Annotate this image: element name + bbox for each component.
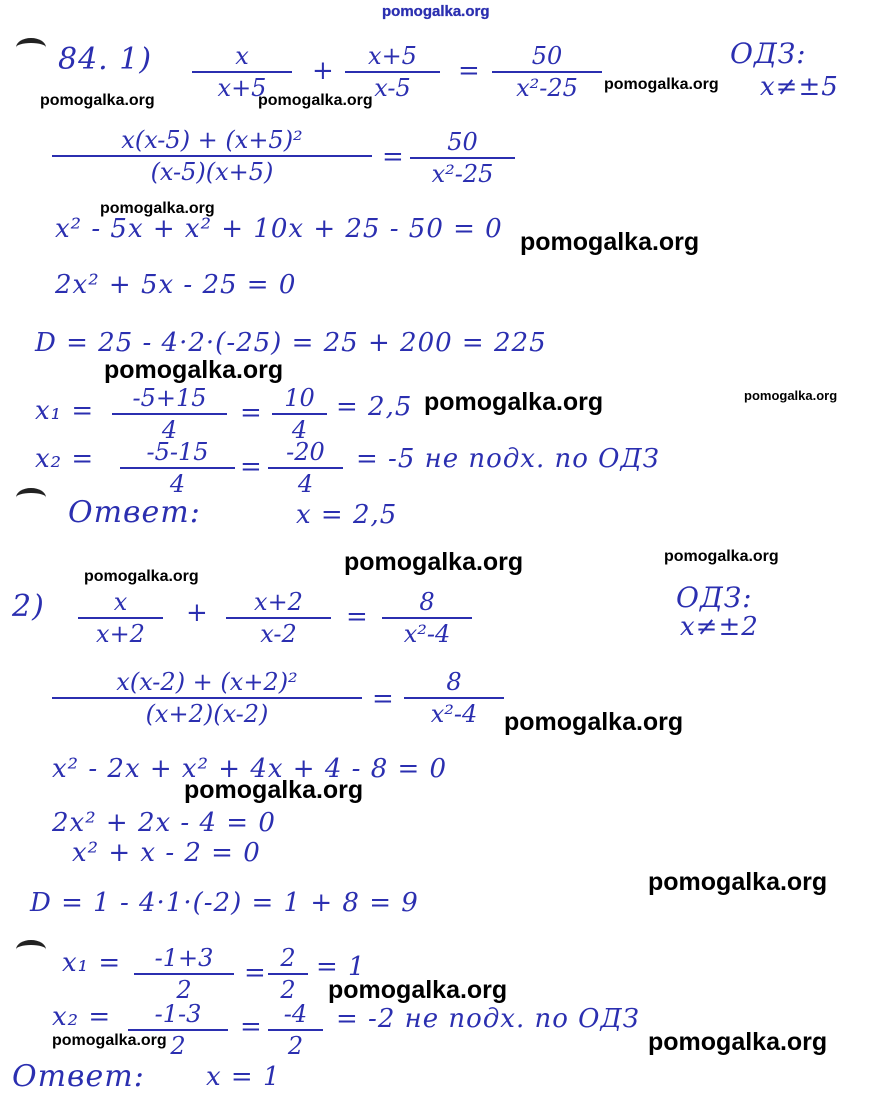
answer-label: Ответ: bbox=[12, 1059, 145, 1094]
odz-value: x≠±2 bbox=[680, 612, 759, 642]
fraction-rhs bbox=[492, 44, 602, 100]
x1-fraction2 bbox=[268, 946, 308, 1002]
fraction-bar bbox=[52, 697, 362, 699]
watermark: pomogalka.org bbox=[648, 868, 828, 896]
step3-equation: 2x² + 5x - 25 = 0 bbox=[55, 270, 297, 300]
x2-fraction2 bbox=[268, 1002, 323, 1058]
x2-fraction bbox=[120, 440, 235, 496]
fraction-numerator: 8 bbox=[419, 588, 435, 616]
fraction-denominator: x²-4 bbox=[430, 700, 478, 728]
fraction-bar bbox=[134, 973, 234, 975]
answer-label: Ответ: bbox=[68, 495, 201, 530]
watermark: pomogalka.org bbox=[424, 388, 604, 416]
equals-sign: = bbox=[372, 684, 395, 714]
fraction-bar bbox=[268, 973, 308, 975]
fraction-numerator: 10 bbox=[284, 384, 315, 412]
fraction-denominator: 4 bbox=[161, 416, 178, 444]
fraction-denominator: (x+2)(x-2) bbox=[145, 700, 269, 728]
fraction-denominator: 4 bbox=[291, 416, 308, 444]
fraction-bar bbox=[120, 467, 235, 469]
odz-value: x≠±5 bbox=[760, 72, 839, 102]
x1-fraction bbox=[112, 386, 227, 442]
fraction-denominator: x-2 bbox=[260, 620, 297, 648]
fraction-bar bbox=[52, 155, 372, 157]
watermark: pomogalka.org bbox=[104, 356, 284, 384]
fraction-numerator: -1-3 bbox=[154, 1000, 202, 1028]
step1-fraction bbox=[52, 670, 362, 726]
discriminant: D = 25 - 4·2·(-25) = 25 + 200 = 225 bbox=[35, 328, 547, 358]
watermark: pomogalka.org bbox=[184, 776, 364, 804]
fraction-bar bbox=[78, 617, 163, 619]
answer-value: x = 1 bbox=[206, 1062, 281, 1092]
x1-label: x₁ = bbox=[35, 396, 95, 426]
watermark: pomogalka.org bbox=[100, 200, 215, 217]
fraction-denominator: 2 bbox=[176, 976, 192, 1004]
fraction-numerator: -4 bbox=[283, 1000, 308, 1028]
answer-value: x = 2,5 bbox=[296, 500, 398, 530]
watermark: pomogalka.org bbox=[40, 92, 155, 109]
fraction-denominator: x+2 bbox=[96, 620, 145, 648]
x2-result: = -2 не подх. по ОДЗ bbox=[336, 1004, 640, 1034]
watermark: pomogalka.org bbox=[664, 548, 779, 565]
x2-label: x₂ = bbox=[52, 1002, 112, 1032]
x1-fraction bbox=[134, 946, 234, 1002]
fraction-numerator: -1+3 bbox=[154, 944, 214, 972]
watermark-top: pomogalka.org bbox=[382, 3, 490, 20]
step1-rhs-fraction bbox=[410, 130, 515, 186]
binder-hole bbox=[16, 488, 46, 507]
fraction-numerator: -5+15 bbox=[132, 384, 207, 412]
fraction-numerator: x+2 bbox=[254, 588, 303, 616]
problem-number: 2) bbox=[12, 589, 45, 624]
x1-result: = 1 bbox=[316, 952, 366, 982]
fraction-bar bbox=[410, 157, 515, 159]
fraction-lhs1 bbox=[78, 590, 163, 646]
x2-fraction2 bbox=[268, 440, 343, 496]
equals-sign: = bbox=[240, 452, 263, 482]
equals-sign: = bbox=[458, 56, 481, 86]
watermark: pomogalka.org bbox=[328, 976, 508, 1004]
watermark: pomogalka.org bbox=[344, 548, 524, 576]
equals-sign: = bbox=[240, 1012, 263, 1042]
fraction-numerator: x bbox=[113, 588, 128, 616]
fraction-denominator: 2 bbox=[170, 1032, 186, 1060]
fraction-numerator: 8 bbox=[446, 668, 462, 696]
fraction-denominator: 4 bbox=[169, 470, 186, 498]
watermark: pomogalka.org bbox=[604, 76, 719, 93]
fraction-denominator: 2 bbox=[287, 1032, 304, 1060]
fraction-bar bbox=[404, 697, 504, 699]
step3-equation: 2x² + 2x - 4 = 0 bbox=[52, 808, 276, 838]
binder-hole bbox=[16, 38, 46, 57]
fraction-bar bbox=[345, 71, 440, 73]
plus-sign: + bbox=[312, 56, 335, 86]
fraction-numerator: x(x-5) + (x+5)² bbox=[121, 126, 303, 154]
fraction-denominator: x-5 bbox=[374, 74, 411, 102]
fraction-bar bbox=[268, 467, 343, 469]
fraction-numerator: x bbox=[235, 42, 249, 70]
equals-sign: = bbox=[382, 142, 405, 172]
x2-label: x₂ = bbox=[35, 444, 95, 474]
fraction-numerator: x+5 bbox=[368, 42, 417, 70]
fraction-numerator: 50 bbox=[447, 128, 478, 156]
fraction-bar bbox=[192, 71, 292, 73]
fraction-bar bbox=[226, 617, 331, 619]
x1-fraction2 bbox=[272, 386, 327, 442]
fraction-numerator: 2 bbox=[280, 944, 296, 972]
watermark: pomogalka.org bbox=[520, 228, 700, 256]
fraction-denominator: 4 bbox=[297, 470, 314, 498]
fraction-bar bbox=[268, 1029, 323, 1031]
discriminant: D = 1 - 4·1·(-2) = 1 + 8 = 9 bbox=[30, 888, 419, 918]
x2-result: = -5 не подх. по ОДЗ bbox=[356, 444, 660, 474]
fraction-numerator: x(x-2) + (x+2)² bbox=[116, 668, 298, 696]
odz-label: ОДЗ: bbox=[730, 37, 807, 70]
binder-hole bbox=[16, 940, 46, 959]
fraction-denominator: x²-25 bbox=[516, 74, 578, 102]
problem-number: 84. 1) bbox=[58, 42, 153, 77]
watermark: pomogalka.org bbox=[84, 568, 199, 585]
watermark: pomogalka.org bbox=[258, 92, 373, 109]
x1-result: = 2,5 bbox=[336, 392, 413, 422]
fraction-bar bbox=[128, 1029, 228, 1031]
fraction-denominator: x+5 bbox=[217, 74, 267, 102]
fraction-denominator: 2 bbox=[280, 976, 296, 1004]
fraction-denominator: (x-5)(x+5) bbox=[150, 158, 274, 186]
fraction-rhs bbox=[382, 590, 472, 646]
fraction-denominator: x²-4 bbox=[403, 620, 451, 648]
watermark: pomogalka.org bbox=[744, 388, 838, 403]
watermark: pomogalka.org bbox=[52, 1032, 167, 1049]
equals-sign: = bbox=[244, 958, 267, 988]
fraction-bar bbox=[272, 413, 327, 415]
fraction-denominator: x²-25 bbox=[431, 160, 494, 188]
x1-label: x₁ = bbox=[62, 948, 122, 978]
step1-rhs-fraction bbox=[404, 670, 504, 726]
watermark: pomogalka.org bbox=[648, 1028, 828, 1056]
equals-sign: = bbox=[240, 398, 263, 428]
fraction-bar bbox=[112, 413, 227, 415]
fraction-bar bbox=[382, 617, 472, 619]
fraction-bar bbox=[492, 71, 602, 73]
fraction-numerator: 50 bbox=[531, 42, 563, 70]
equals-sign: = bbox=[346, 602, 369, 632]
fraction-lhs2 bbox=[226, 590, 331, 646]
step2-equation: x² - 5x + x² + 10x + 25 - 50 = 0 bbox=[55, 214, 503, 244]
watermark: pomogalka.org bbox=[504, 708, 684, 736]
odz-label: ОДЗ: bbox=[676, 581, 753, 614]
step2-equation: x² - 2x + x² + 4x + 4 - 8 = 0 bbox=[52, 754, 448, 784]
plus-sign: + bbox=[186, 598, 209, 628]
step1-fraction bbox=[52, 128, 372, 184]
step4-equation: x² + x - 2 = 0 bbox=[72, 838, 261, 868]
fraction-numerator: -20 bbox=[286, 438, 325, 466]
fraction-numerator: -5-15 bbox=[146, 438, 209, 466]
